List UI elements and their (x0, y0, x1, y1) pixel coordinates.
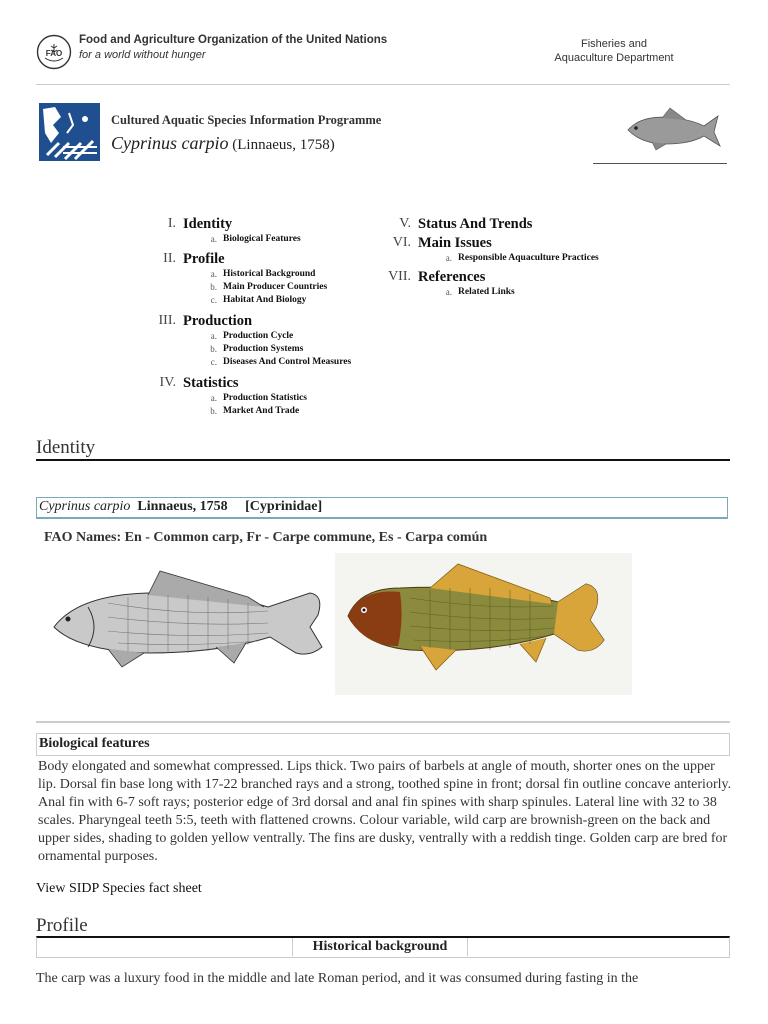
species-scientific-name: Cyprinus carpio (111, 133, 229, 153)
toc-number: V. (399, 216, 411, 231)
toc-link[interactable]: Market And Trade (223, 406, 300, 416)
toc-section-identity[interactable] (167, 215, 351, 233)
toc-link[interactable]: Production Systems (223, 344, 304, 354)
identity-heading-rule (36, 459, 730, 461)
toc-letter: b. (210, 282, 217, 292)
toc-letter: b. (210, 406, 217, 416)
programme-logo (39, 103, 100, 161)
fao-logo (36, 34, 72, 70)
toc-link[interactable]: Production Cycle (223, 331, 294, 341)
dept-line-1: Fisheries and (580, 38, 648, 50)
toc-letter: a. (210, 393, 217, 403)
toc-title[interactable]: Identity (183, 216, 233, 232)
org-tagline: for a world without hunger (79, 49, 206, 61)
toc-sub-item[interactable] (183, 405, 351, 418)
toc-letter: c. (210, 357, 217, 367)
carp-photo-image (340, 558, 628, 690)
bio-text: Body elongated and somewhat compressed. Lips thick. Two pairs of barbels at angle of mouth, shorter ones on the upper lip. Dorsal fin base long with 17-22 branched rays and a strong, toothed spine in front; dorsal fin outline concave anteriorly. Anal fin with 6-7 soft rays; posterior edge of 3rd dorsal and anal fin spines with sharp spinules. Lateral line with 32 to 38 scales. Pharyngeal teeth 5:5, teeth with flattened crowns. Colour variable, wild carp are brownish-green on the back and upper sides, shading to golden yellow ventrally. The fins are dusky, ventrally with a reddish tinge. Golden carp are bred for ornamental purposes. (38, 759, 732, 864)
bio-heading: Biological features (39, 736, 150, 751)
toc-link[interactable]: Habitat And Biology (223, 295, 307, 305)
species-title (111, 133, 335, 154)
toc-sub-item[interactable] (183, 356, 351, 369)
toc-title[interactable]: Status And Trends (418, 216, 533, 232)
toc-number: III. (158, 313, 176, 328)
department-name (534, 37, 694, 65)
fao-names: FAO Names: En - Common carp, Fr - Carpe commune, Es - Carpa común (44, 530, 488, 545)
carp-drawing-image (48, 567, 324, 675)
toc-left-column (158, 215, 352, 418)
toc-title[interactable]: References (418, 269, 486, 285)
toc-title[interactable]: Profile (183, 251, 225, 267)
org-name: Food and Agriculture Organization of the United Nations (79, 34, 388, 46)
toc-section-issues[interactable] (392, 234, 599, 252)
hist-heading: Historical background (292, 938, 468, 956)
species-authority: (Linnaeus, 1758) (232, 137, 335, 153)
toc-link[interactable]: Historical Background (223, 269, 316, 279)
toc-letter: a. (445, 287, 452, 297)
toc-link[interactable]: Main Producer Countries (223, 282, 328, 292)
toc-number: II. (163, 251, 176, 266)
toc-link[interactable]: Diseases And Control Measures (223, 357, 352, 367)
programme-name: Cultured Aquatic Species Information Programme (111, 113, 382, 127)
toc-letter: a. (210, 234, 217, 244)
toc-sub-item[interactable] (183, 392, 351, 405)
carp-thumbnail-image (622, 104, 722, 156)
sidp-factsheet-link[interactable]: View SIDP Species fact sheet (36, 881, 202, 896)
toc-letter: a. (445, 253, 452, 263)
toc-right-column (388, 215, 599, 299)
toc-section-statistics[interactable] (159, 374, 351, 392)
toc-sub-item[interactable] (183, 268, 351, 281)
taxon-family: [Cyprinidae] (245, 499, 323, 514)
taxon-authority: Linnaeus, 1758 (137, 499, 228, 514)
toc-link[interactable]: Related Links (458, 287, 515, 297)
toc-sub-item[interactable] (183, 233, 351, 246)
toc-number: IV. (159, 375, 176, 390)
identity-heading: Identity (36, 437, 96, 458)
toc-sub-item[interactable] (183, 343, 351, 356)
header-divider (36, 84, 730, 85)
toc-section-production[interactable] (158, 312, 351, 330)
toc-number: VII. (388, 269, 411, 284)
toc-section-references[interactable] (388, 268, 599, 286)
toc-letter: a. (210, 331, 217, 341)
toc-title[interactable]: Main Issues (418, 235, 492, 251)
fao-logo-text: FAO (45, 49, 63, 58)
toc-number: I. (167, 216, 176, 231)
toc-title[interactable]: Statistics (183, 375, 239, 391)
bio-divider (36, 721, 730, 723)
toc-section-status[interactable] (399, 215, 599, 233)
toc-sub-item[interactable] (418, 252, 599, 265)
toc-link[interactable]: Biological Features (223, 234, 301, 244)
toc-sub-item[interactable] (183, 281, 351, 294)
taxon-species: Cyprinus carpio (39, 499, 131, 514)
toc-link[interactable]: Production Statistics (223, 393, 308, 403)
hist-text: The carp was a luxury food in the middle and late Roman period, and it was consumed during fasting in the (36, 971, 639, 986)
toc-number: VI. (392, 235, 411, 250)
profile-heading: Profile (36, 915, 88, 936)
toc-sub-item[interactable] (183, 294, 351, 307)
toc-letter: c. (210, 295, 217, 305)
toc-sub-item[interactable] (183, 330, 351, 343)
toc-letter: a. (210, 269, 217, 279)
toc-title[interactable]: Production (183, 313, 253, 329)
toc-link[interactable]: Responsible Aquaculture Practices (458, 253, 599, 263)
taxonomy-line (39, 499, 322, 515)
dept-line-2: Aquaculture Department (554, 52, 674, 64)
toc-section-profile[interactable] (163, 250, 351, 268)
thumbnail-divider (593, 163, 727, 164)
toc-letter: b. (210, 344, 217, 354)
toc-sub-item[interactable] (418, 286, 599, 299)
